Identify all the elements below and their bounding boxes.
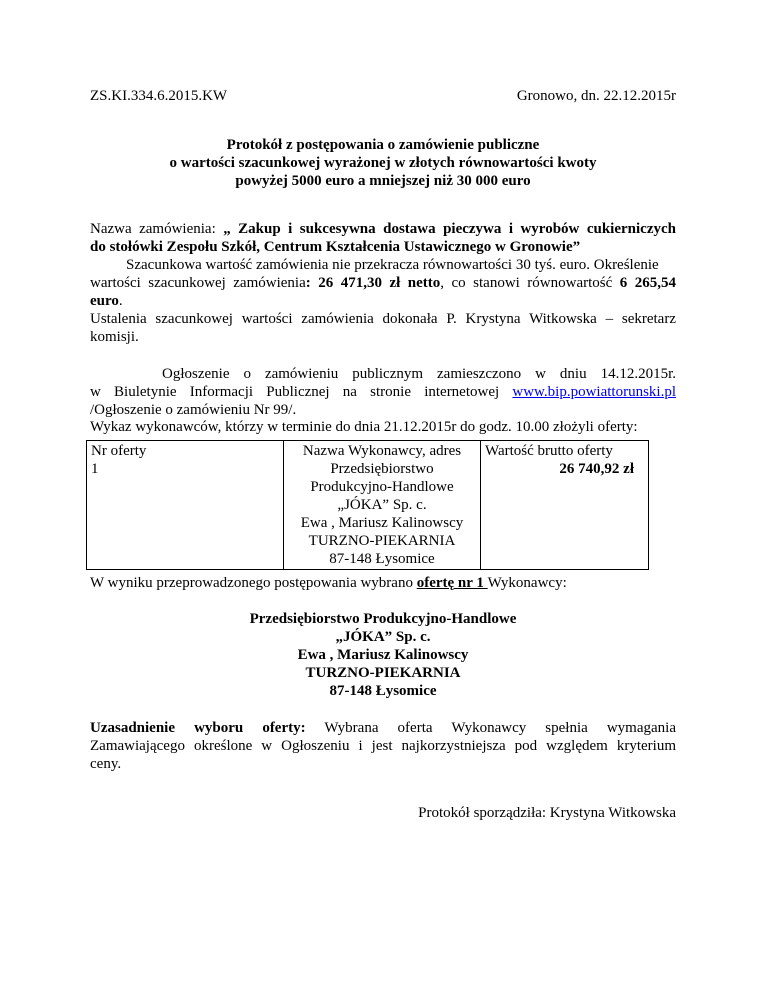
column-header-contractor: Nazwa Wykonawcy, adres [302, 443, 462, 459]
offers-intro: Wykaz wykonawców, którzy w terminie do dnia 21.12.2015r do godz. 10.00 złożyli oferty: [90, 419, 638, 435]
winner-line: Ewa , Mariusz Kalinowscy [297, 647, 469, 663]
estimate-line-1: Szacunkowa wartość zamówienia nie przekracza równowartości 30 tyś. euro. Określenie [126, 257, 659, 273]
winner-line: 87-148 Łysomice [329, 683, 437, 699]
justification-line-1: Uzasadnienie wyboru oferty: Wybrana oferta Wykonawcy spełnia wymagania [90, 720, 676, 736]
bip-link[interactable]: www.bip.powiattorunski.pl [512, 384, 676, 400]
justification-line-3: ceny. [90, 756, 122, 772]
column-header-offer-number: Nr oferty [91, 443, 147, 459]
notice-line-2: w Biuletynie Informacji Publicznej na stronie internetowej www.bip.powiattorunski.pl [90, 384, 676, 400]
contractor-line: Ewa , Mariusz Kalinowscy [300, 515, 464, 531]
contractor-line: TURZNO-PIEKARNIA [308, 533, 456, 549]
contractor-line: Produkcyjno-Handlowe [310, 479, 454, 495]
document-title-line-2: o wartości szacunkowej wyrażonej w złotych równowartości kwoty [169, 155, 597, 171]
contractor-line: Przedsiębiorstwo [330, 461, 434, 477]
winner-line: TURZNO-PIEKARNIA [305, 665, 461, 681]
notice-line-3: /Ogłoszenie o zamówieniu Nr 99/. [90, 402, 297, 418]
signature-line: Protokół sporządziła: Krystyna Witkowska [418, 805, 676, 821]
justification-line-2: Zamawiającego określone w Ogłoszeniu i jest najkorzystniejsza pod względem kryterium [90, 738, 676, 754]
document-title-line-3: powyżej 5000 euro a mniejszej niż 30 000 euro [235, 173, 531, 189]
offers-table [86, 440, 649, 570]
place-date: Gronowo, dn. 22.12.2015r [516, 88, 676, 104]
offer-value-cell [481, 441, 649, 570]
document-title-line-1: Protokół z postępowania o zamówienie publiczne [226, 137, 540, 153]
contractor-cell [284, 441, 481, 570]
estimate-line-3: euro. [90, 293, 123, 309]
table-row [87, 441, 649, 570]
estimate-line-2: wartości szacunkowej zamówienia: 26 471,30 zł netto, co stanowi równowartość 6 265,54 [90, 275, 677, 291]
contractor-line: „JÓKA” Sp. c. [337, 497, 427, 513]
result-sentence: W wyniku przeprowadzonego postępowania wybrano ofertę nr 1 Wykonawcy: [90, 575, 567, 591]
estimator-line-2: komisji. [90, 329, 139, 345]
estimator-line-1: Ustalenia szacunkowej wartości zamówienia dokonała P. Krystyna Witkowska – sekretarz [90, 311, 676, 327]
order-name-line-1: Nazwa zamówienia: „ Zakup i sukcesywna dostawa pieczywa i wyrobów cukierniczych [90, 221, 676, 237]
offer-value: 26 740,92 zł [559, 461, 634, 477]
offer-number: 1 [91, 461, 99, 477]
notice-line-1: Ogłoszenie o zamówieniu publicznym zamieszczono w dniu 14.12.2015r. [162, 366, 676, 382]
reference-number: ZS.KI.334.6.2015.KW [90, 88, 228, 104]
winner-line: „JÓKA” Sp. c. [335, 629, 431, 645]
contractor-line: 87-148 Łysomice [329, 551, 435, 567]
column-header-offer-value: Wartość brutto oferty [485, 443, 613, 459]
offer-number-cell [87, 441, 284, 570]
winner-line: Przedsiębiorstwo Produkcyjno-Handlowe [249, 611, 517, 627]
order-name-line-2: do stołówki Zespołu Szkół, Centrum Kształcenia Ustawicznego w Gronowie” [90, 239, 581, 255]
